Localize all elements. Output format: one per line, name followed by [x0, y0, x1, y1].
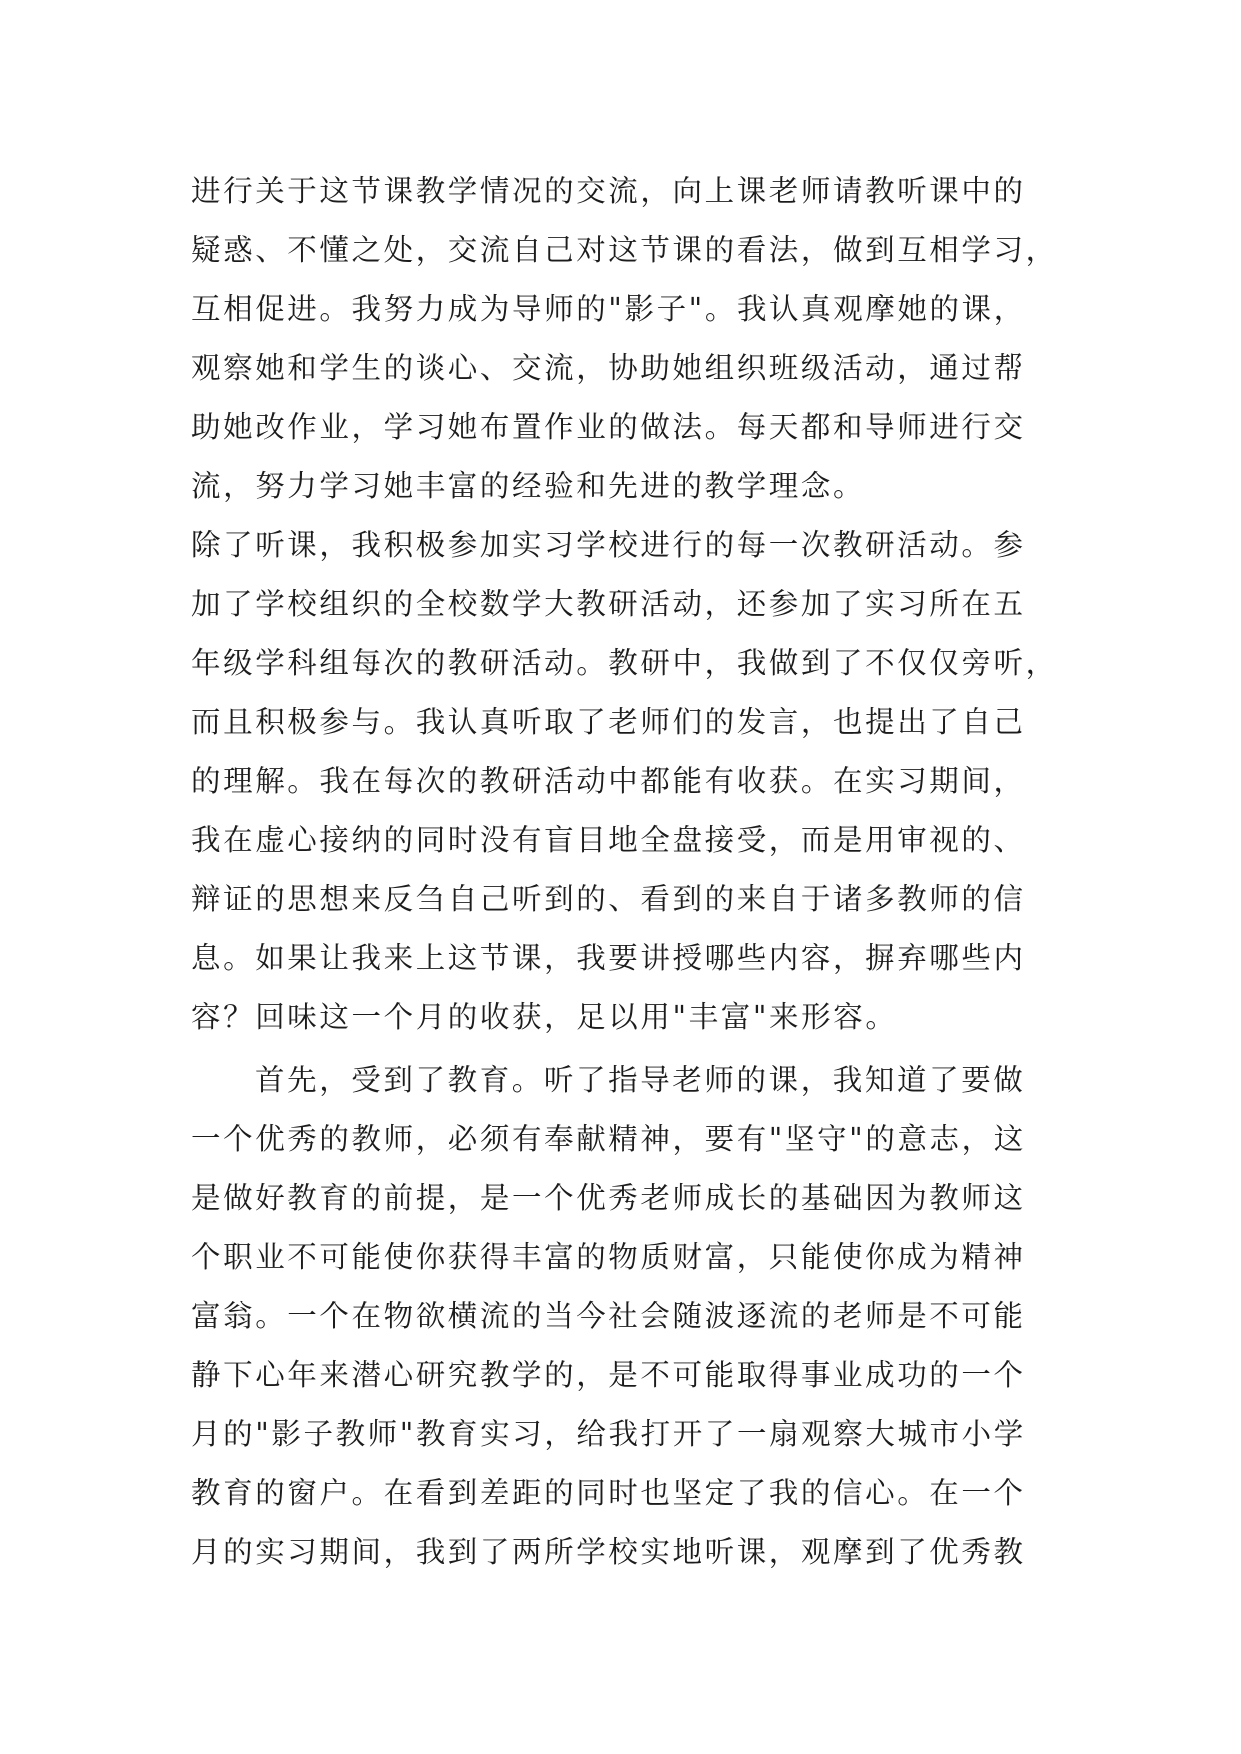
text-line: 疑惑、不懂之处，交流自己对这节课的看法，做到互相学习，: [191, 233, 1058, 267]
text-line: 一个优秀的教师，必须有奉献精神，要有"坚守"的意志，这: [191, 1122, 1026, 1156]
text-line: 首先，受到了教育。听了指导老师的课，我知道了要做: [255, 1063, 1026, 1097]
text-line: 个职业不可能使你获得丰富的物质财富，只能使你成为精神: [191, 1240, 1026, 1274]
text-line: 教育的窗户。在看到差距的同时也坚定了我的信心。在一个: [191, 1476, 1026, 1510]
text-line: 辩证的思想来反刍自己听到的、看到的来自于诸多教师的信: [191, 882, 1026, 916]
text-line: 是做好教育的前提，是一个优秀老师成长的基础因为教师这: [191, 1181, 1026, 1215]
text-line: 年级学科组每次的教研活动。教研中，我做到了不仅仅旁听，: [191, 646, 1058, 680]
text-line: 进行关于这节课教学情况的交流，向上课老师请教听课中的: [191, 174, 1026, 208]
text-line: 互相促进。我努力成为导师的"影子"。我认真观摩她的课，: [191, 292, 1026, 326]
text-line: 助她改作业，学习她布置作业的做法。每天都和导师进行交: [191, 410, 1026, 444]
text-line: 加了学校组织的全校数学大教研活动，还参加了实习所在五: [191, 587, 1026, 621]
text-line: 流，努力学习她丰富的经验和先进的教学理念。: [191, 469, 866, 503]
body-text: [191, 162, 1071, 1582]
text-line: 息。如果让我来上这节课，我要讲授哪些内容，摒弃哪些内: [191, 941, 1026, 975]
text-line: 观察她和学生的谈心、交流，协助她组织班级活动，通过帮: [191, 351, 1026, 385]
text-line: 容？回味这一个月的收获，足以用"丰富"来形容。: [191, 1000, 898, 1034]
text-line: 静下心年来潜心研究教学的，是不可能取得事业成功的一个: [191, 1358, 1026, 1392]
text-line: 富翁。一个在物欲横流的当今社会随波逐流的老师是不可能: [191, 1299, 1026, 1333]
text-line: 月的实习期间，我到了两所学校实地听课，观摩到了优秀教: [191, 1535, 1026, 1569]
text-line: 而且积极参与。我认真听取了老师们的发言，也提出了自己: [191, 705, 1026, 739]
text-line: 的理解。我在每次的教研活动中都能有收获。在实习期间，: [191, 764, 1026, 798]
text-line: 除了听课，我积极参加实习学校进行的每一次教研活动。参: [191, 528, 1026, 562]
text-line: 月的"影子教师"教育实习，给我打开了一扇观察大城市小学: [191, 1417, 1026, 1451]
text-line: 我在虚心接纳的同时没有盲目地全盘接受，而是用审视的、: [191, 823, 1026, 857]
